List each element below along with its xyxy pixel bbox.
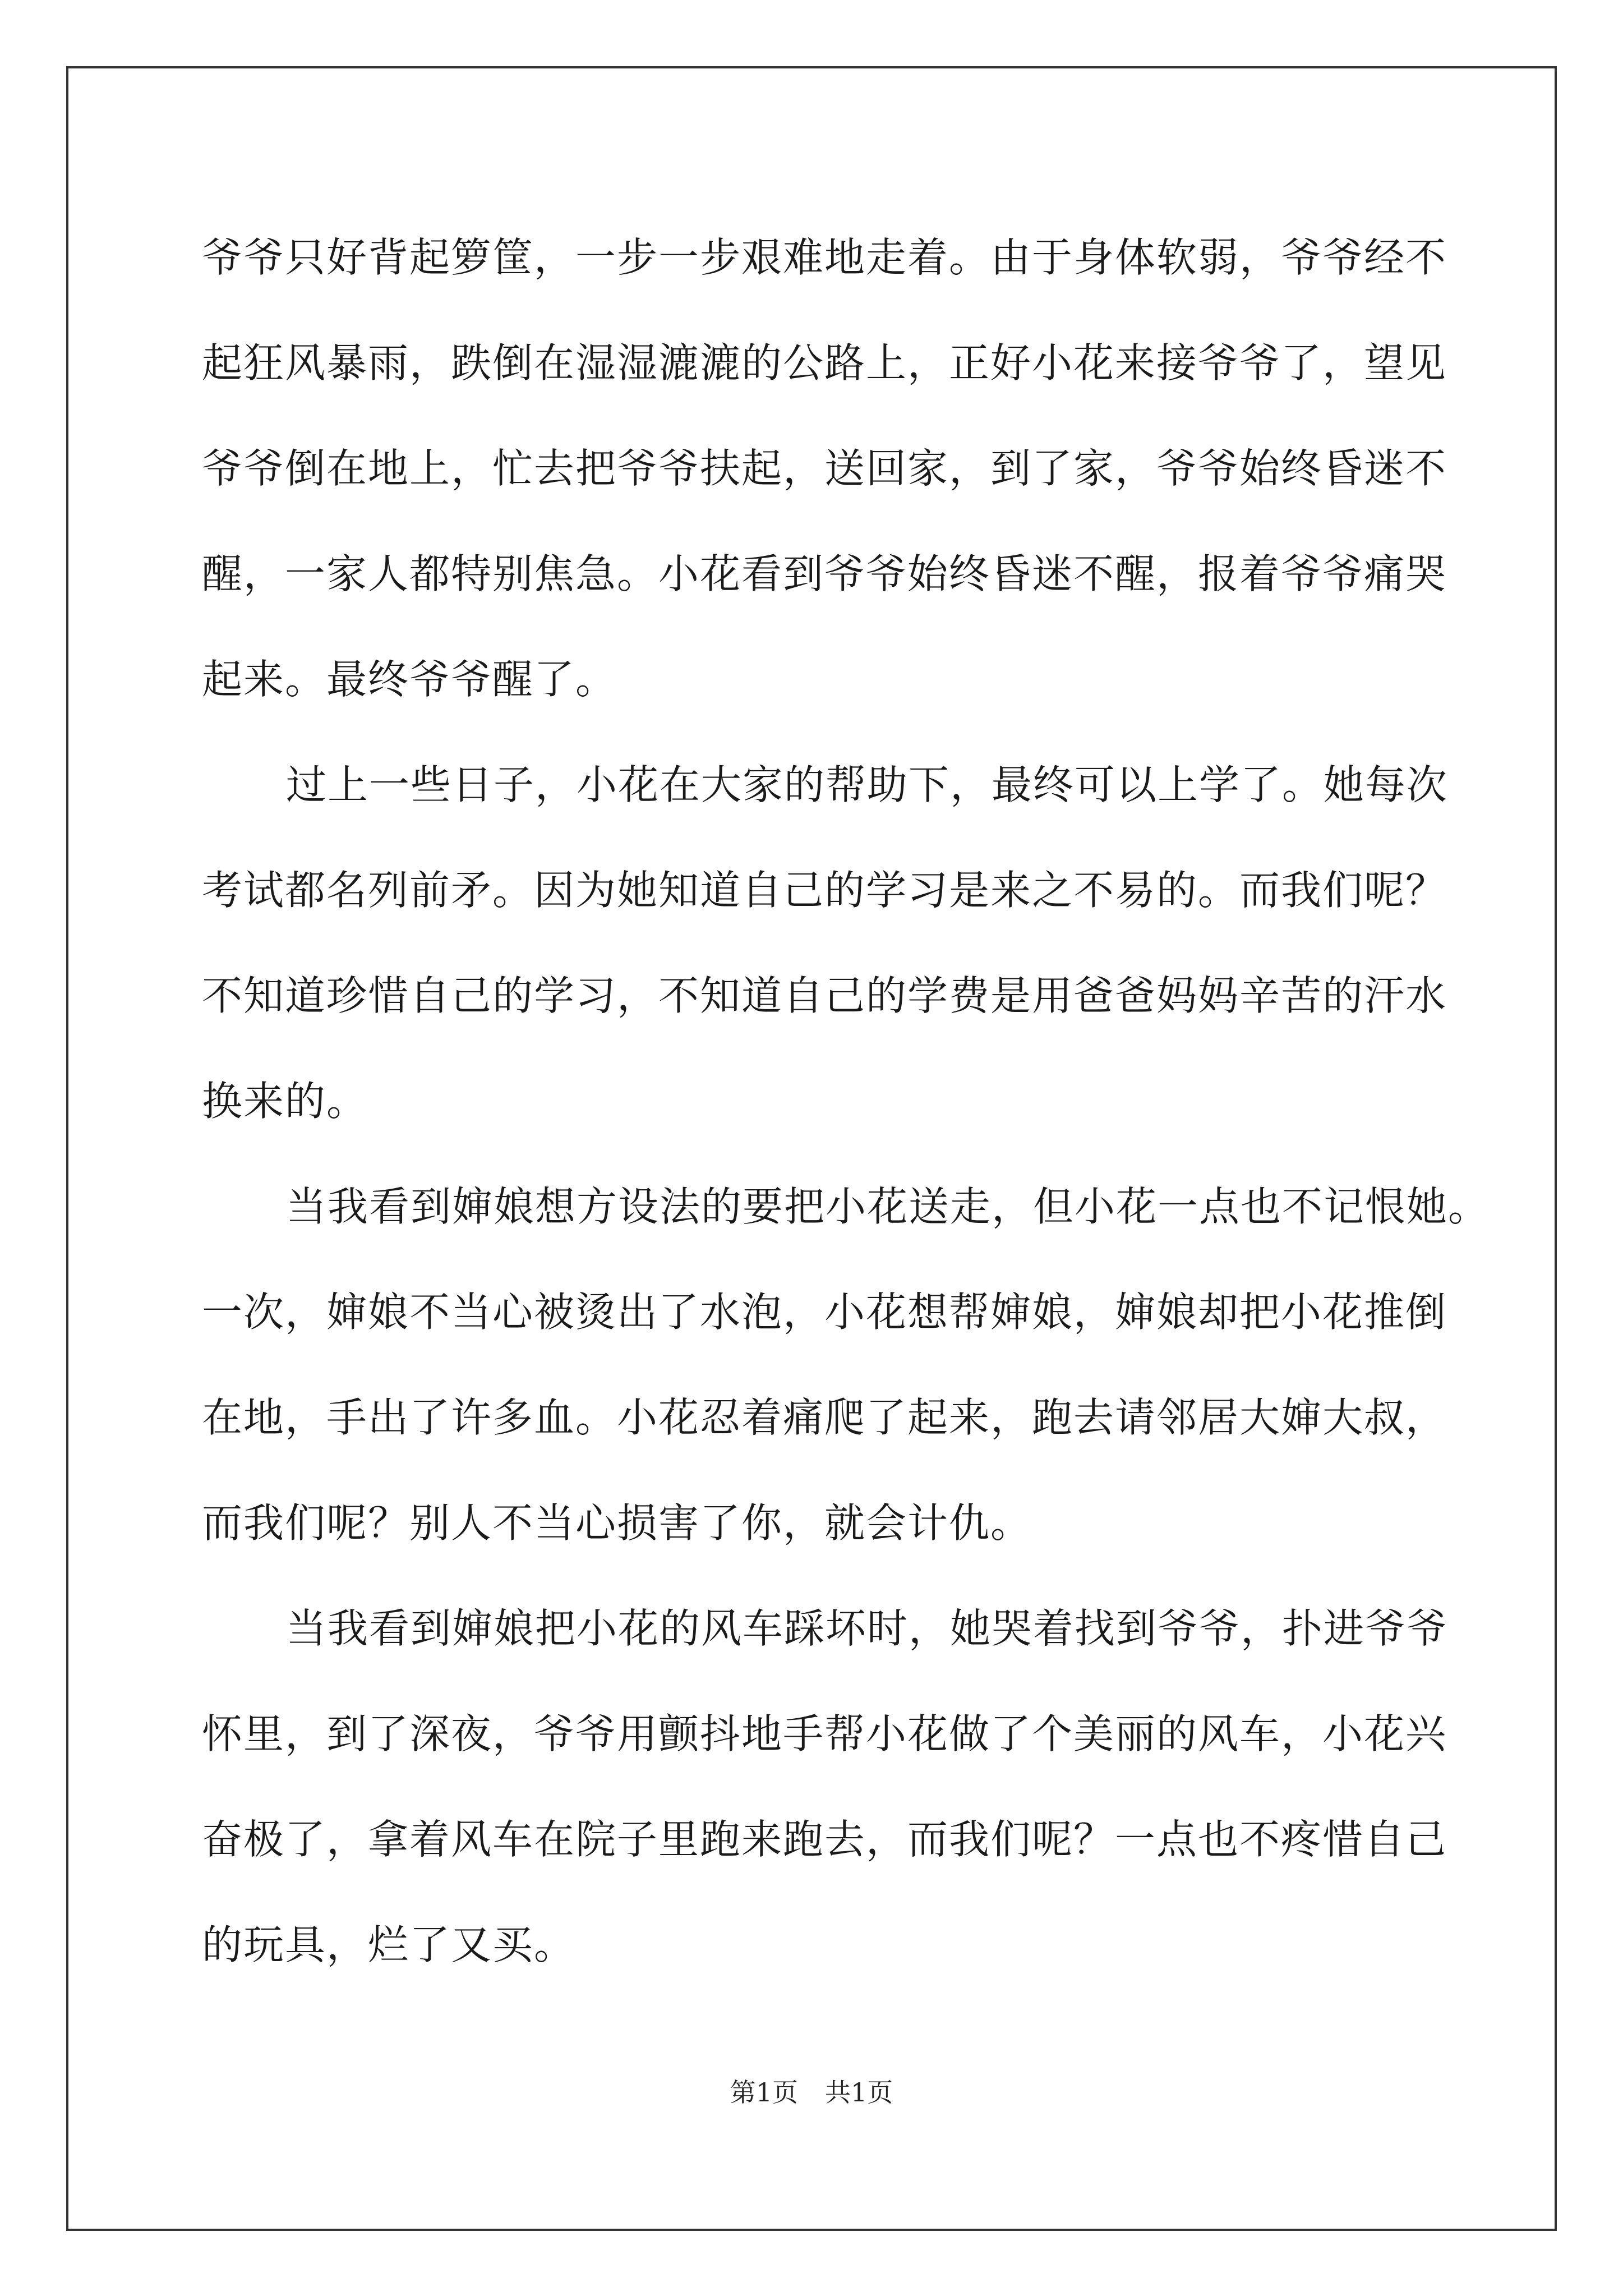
page-footer (0, 2076, 1623, 2109)
text-line: 考试都名列前矛。因为她知道自己的学习是来之不易的。而我们呢？ (202, 867, 1447, 914)
text-line: 过上一些日子，小花在大家的帮助下，最终可以上学了。她每次 (286, 761, 1449, 808)
document-body (202, 205, 1490, 1998)
text-line: 在地，手出了许多血。小花忍着痛爬了起来，跑去请邻居大婶大叔， (202, 1394, 1447, 1441)
page-total: 共1页 (825, 2077, 893, 2108)
text-line: 换来的。 (202, 1078, 368, 1125)
text-line: 而我们呢？别人不当心损害了你，就会计仇。 (202, 1499, 1032, 1547)
text-line: 一次，婶娘不当心被烫出了水泡，小花想帮婶娘，婶娘却把小花推倒 (202, 1289, 1447, 1336)
text-line: 的玩具，烂了又买。 (202, 1921, 576, 1968)
text-line: 起来。最终爷爷醒了。 (202, 656, 617, 703)
page-number: 第1页 (730, 2077, 798, 2108)
text-line: 奋极了，拿着风车在院子里跑来跑去，而我们呢？一点也不疼惜自己 (202, 1816, 1447, 1863)
text-line: 醒，一家人都特别焦急。小花看到爷爷始终昏迷不醒，报着爷爷痛哭 (202, 550, 1447, 597)
text-line: 爷爷倒在地上，忙去把爷爷扶起，送回家，到了家，爷爷始终昏迷不 (202, 445, 1447, 492)
text-line: 当我看到婶娘把小花的风车踩坏时，她哭着找到爷爷，扑进爷爷 (286, 1605, 1449, 1652)
text-line: 爷爷只好背起箩筐，一步一步艰难地走着。由于身体软弱，爷爷经不 (202, 234, 1447, 281)
text-line: 不知道珍惜自己的学习，不知道自己的学费是用爸爸妈妈辛苦的汗水 (202, 972, 1447, 1019)
text-line: 起狂风暴雨，跌倒在湿湿漉漉的公路上，正好小花来接爷爷了，望见 (202, 339, 1447, 386)
text-line: 怀里，到了深夜，爷爷用颤抖地手帮小花做了个美丽的风车，小花兴 (202, 1710, 1447, 1757)
text-line: 当我看到婶娘想方设法的要把小花送走，但小花一点也不记恨她。 (286, 1183, 1490, 1230)
